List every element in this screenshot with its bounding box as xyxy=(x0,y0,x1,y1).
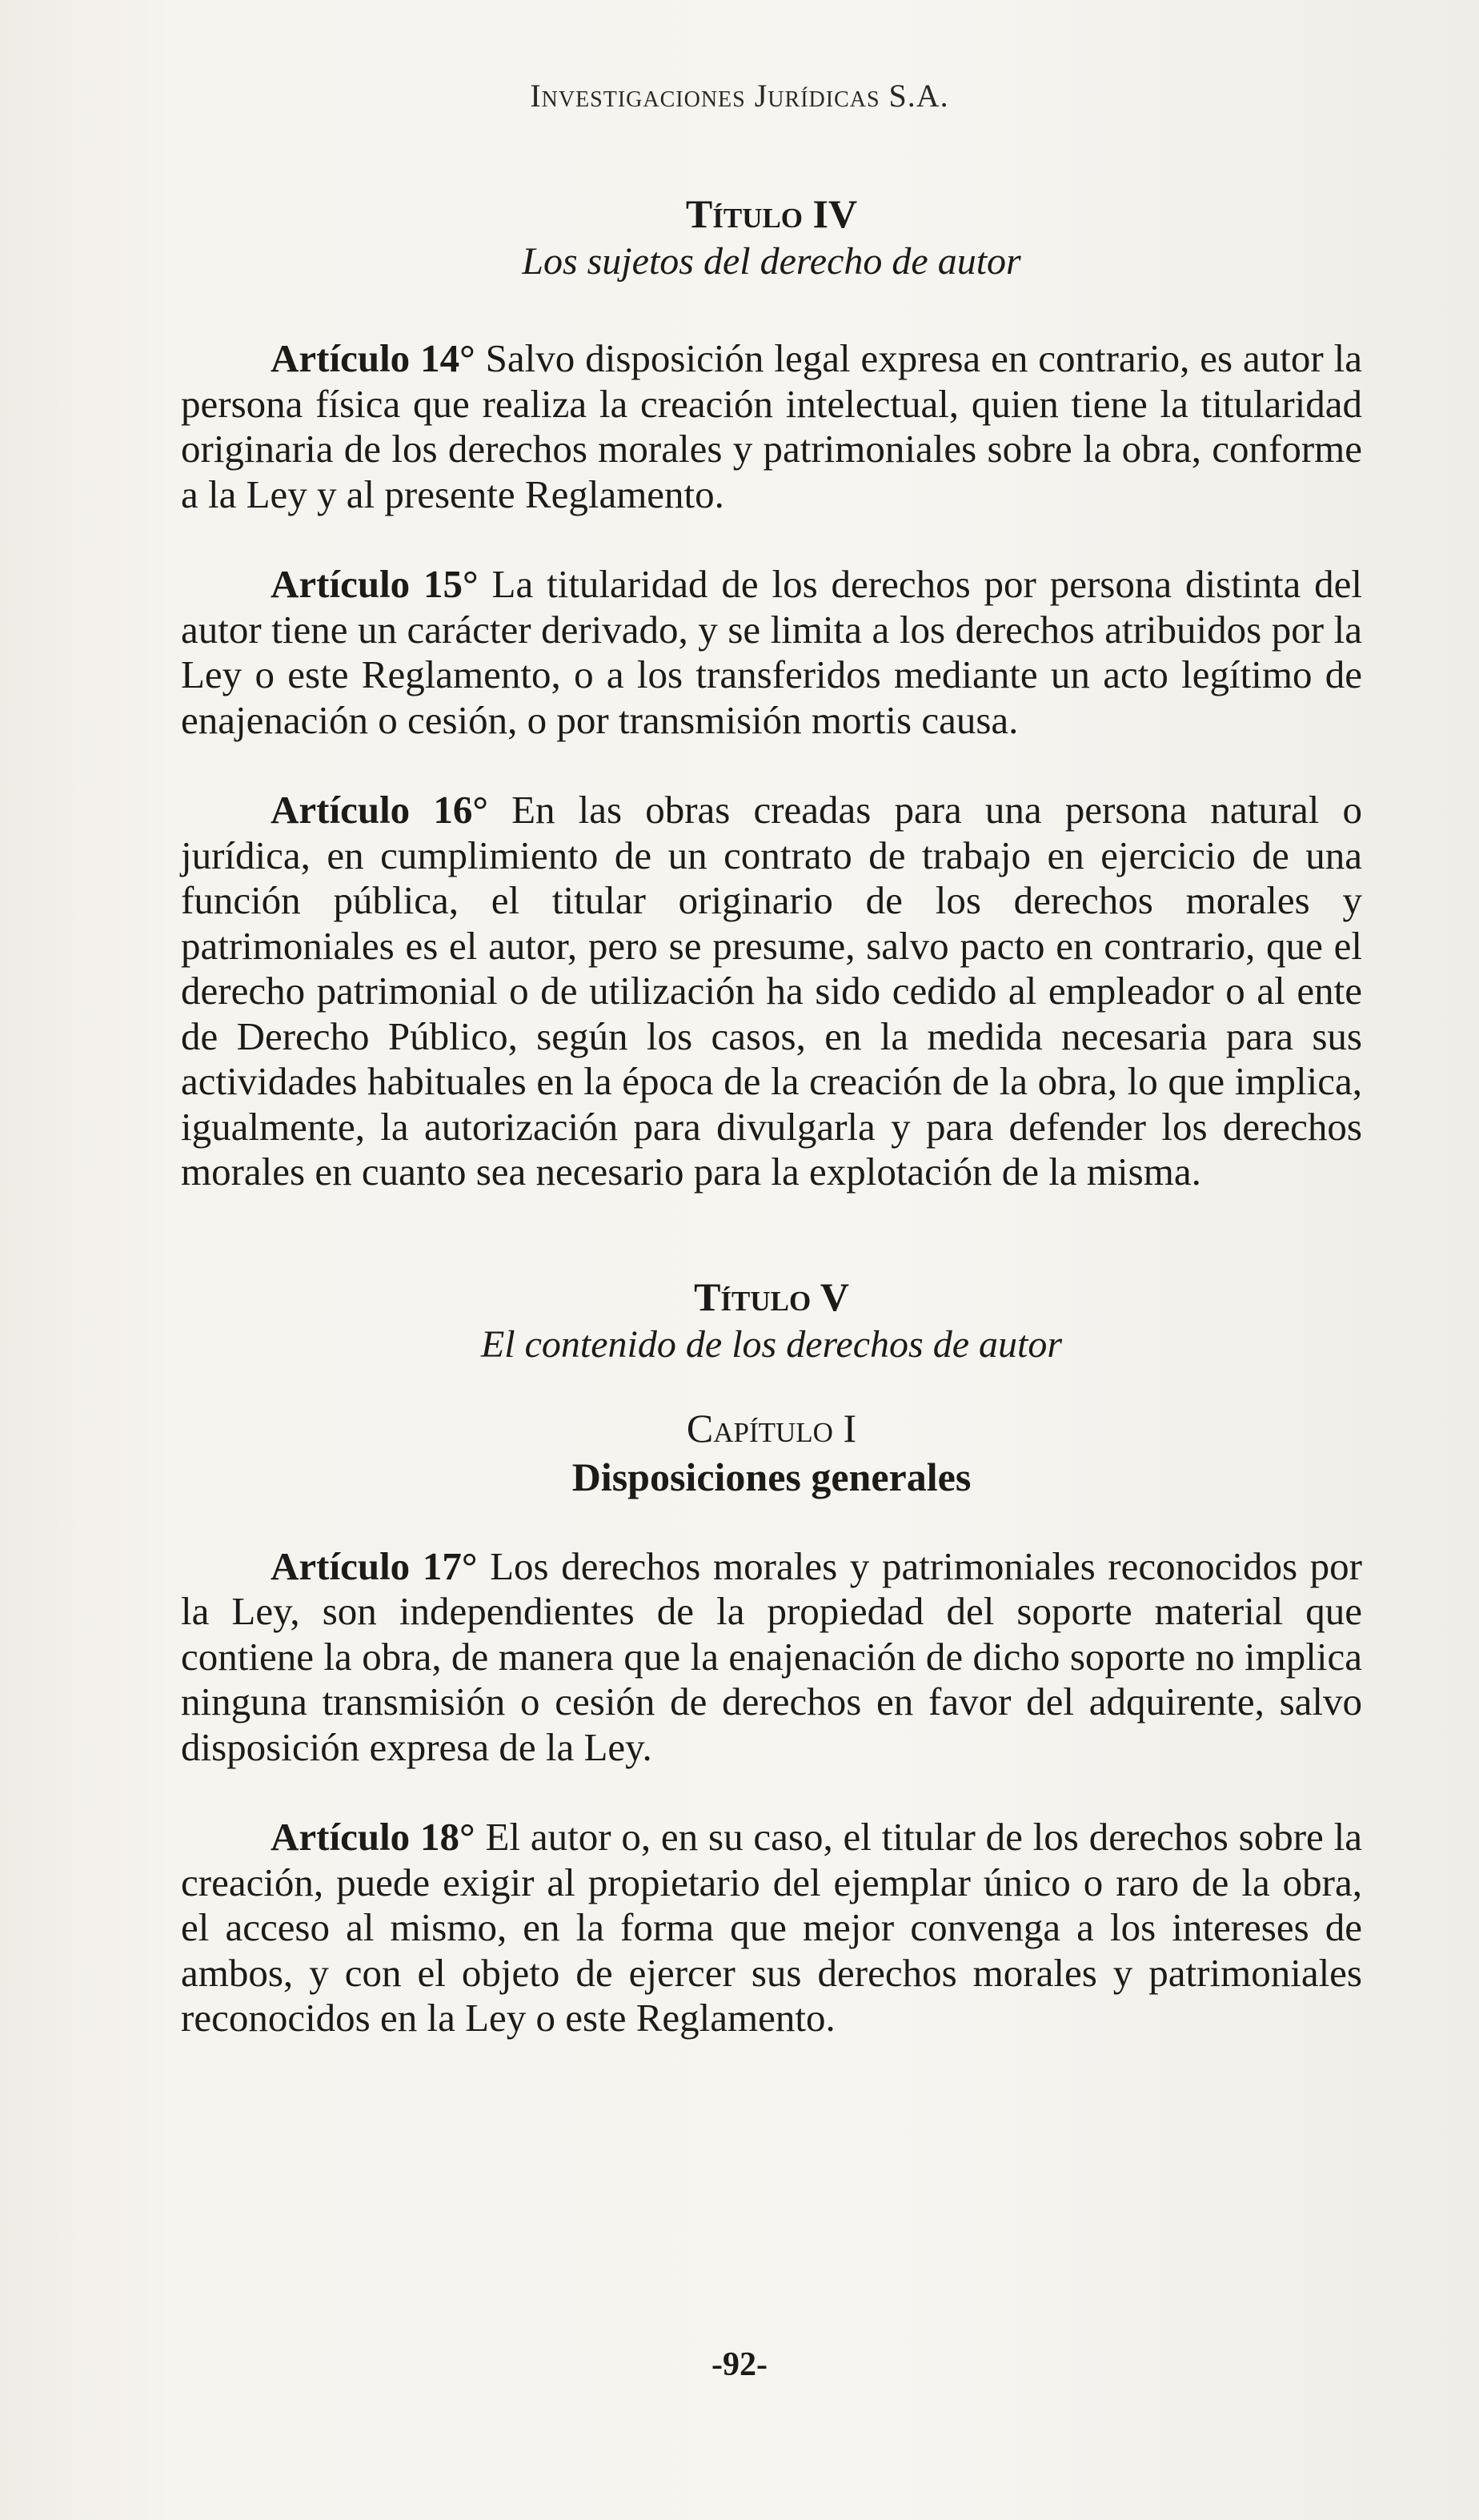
article-16-number: Artículo 16° xyxy=(271,788,488,832)
title-iv-block xyxy=(181,189,1362,285)
title-iv-label: Título IV xyxy=(685,191,858,236)
article-15-text: La titularidad de los derechos por persona distinta del autor tiene un carácter derivado, y se limita a los derechos atribuidos por la Ley o este Reglamento, o a los transferidos mediante un acto legítimo de enajenación o cesión, o por transmisión mortis causa. xyxy=(181,562,1362,742)
article-18-text: El autor o, en su caso, el titular de los derechos sobre la creación, puede exigir al propietario del ejemplar único o raro de la obra, el acceso al mismo, en la forma que mejor convenga a los intereses de ambos, y con el objeto de ejercer sus derechos morales y patrimoniales reconocidos en la Ley o este Reglamento. xyxy=(181,1815,1362,2040)
title-v-subtitle: El contenido de los derechos de autor xyxy=(480,1322,1063,1366)
article-18-number: Artículo 18° xyxy=(271,1815,475,1859)
article-14-text: Salvo disposición legal expresa en contrario, es autor la persona física que realiza la creación intelectual, quien tiene la titularidad originaria de los derechos morales y patrimoniales sobre la obra, conforme a la Ley y al presente Reglamento. xyxy=(181,336,1363,516)
article-15 xyxy=(181,562,1362,743)
chapter-i-subtitle: Disposiciones generales xyxy=(571,1454,972,1499)
running-header: Investigaciones Jurídicas S.A. xyxy=(530,78,949,114)
article-15-number: Artículo 15° xyxy=(271,562,479,606)
article-16-text: En las obras creadas para una persona natural o jurídica, en cumplimiento de un contrato de trabajo en ejercicio de una función pública, el titular originario de los derechos morales y patrimoniales es el autor, pero se presume, salvo pacto en contrario, que el derecho patrimonial o de utilización ha sido cedido al empleador o al ente de Derecho Público, según los casos, en la medida necesaria para sus actividades habituales en la época de la creación de la obra, lo que implica, igualmente, la autorización para divulgarla y para defender los derechos morales en cuanto sea necesario para la explotación de la misma. xyxy=(181,788,1363,1194)
article-16 xyxy=(181,788,1362,1195)
article-18 xyxy=(181,1815,1362,2041)
page-number: -92- xyxy=(711,2346,768,2383)
page-content xyxy=(181,189,1362,2086)
title-v-block xyxy=(181,1272,1362,1501)
article-17-number: Artículo 17° xyxy=(271,1543,478,1588)
article-17-text: Los derechos morales y patrimoniales reconocidos por la Ley, son independientes de la propiedad del soporte material que contiene la obra, de manera que la enajenación de dicho soporte no implica ninguna transmisión o cesión de derechos en favor del adquirente, salvo disposición expresa de la Ley. xyxy=(181,1543,1363,1769)
article-17 xyxy=(181,1544,1362,1771)
chapter-i-label: Capítulo I xyxy=(686,1405,857,1451)
title-iv-subtitle: Los sujetos del derecho de autor xyxy=(522,240,1021,283)
article-14-number: Artículo 14° xyxy=(271,336,475,380)
title-v-label: Título V xyxy=(694,1274,849,1319)
article-14 xyxy=(181,336,1362,517)
